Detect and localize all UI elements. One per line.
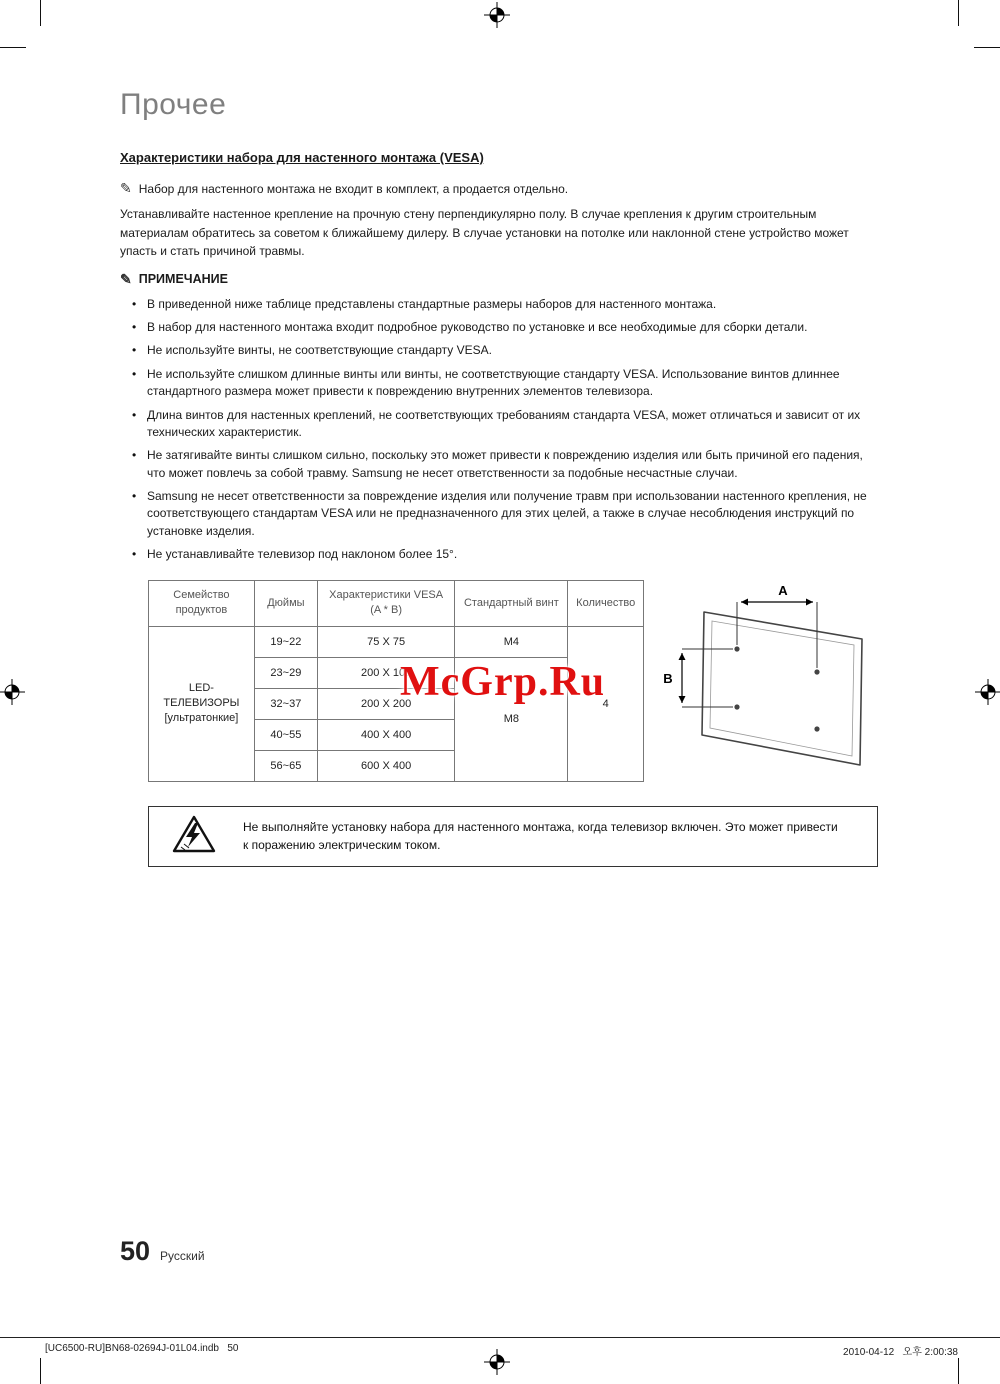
warning-box <box>148 806 878 867</box>
vesa-cell: 600 X 400 <box>317 750 454 781</box>
note-heading <box>120 271 882 288</box>
crop-mark-left-edge <box>0 47 26 48</box>
kit-note-text: Набор для настенного монтажа не входит в комплект, а продается отдельно. <box>138 182 569 196</box>
note-item: • Не используйте винты, не соответствующие стандарту VESA. <box>132 342 882 359</box>
registration-mark-right <box>975 679 1000 705</box>
crop-mark-right-edge <box>974 47 1000 48</box>
page-number-block <box>120 1236 205 1267</box>
inches-cell: 32~37 <box>254 688 317 719</box>
bottom-print-rule <box>0 1337 1000 1338</box>
screw-cell: M8 <box>455 657 568 781</box>
product-family-cell <box>149 626 255 781</box>
note-list <box>132 296 882 564</box>
mount-hole <box>734 704 739 709</box>
page-language: Русский <box>160 1249 205 1263</box>
col-header-screw: Стандартный винт <box>455 580 568 626</box>
col-header-vesa-line1: Характеристики VESA <box>329 589 444 602</box>
section-heading: Характеристики набора для настенного монтажа (VESA) <box>120 150 484 165</box>
content-column <box>120 88 882 867</box>
page-number: 50 <box>120 1236 151 1266</box>
col-header-quantity: Количество <box>568 580 644 626</box>
note-item: • В приведенной ниже таблице представлены стандартные размеры наборов для настенного монтажа. <box>132 296 882 313</box>
table-header-row <box>149 580 644 626</box>
dimension-label-b: B <box>663 670 673 686</box>
note-item: • Не затягивайте винты слишком сильно, поскольку это может привести к повреждению изделия или быть причиной его падения, что может повлечь за собой травму. Samsung не несет ответственности за подобные несчастные случаи. <box>132 447 882 482</box>
col-header-inches: Дюймы <box>254 580 317 626</box>
note-pencil-icon: ✎ <box>120 270 132 287</box>
mount-hole <box>814 726 819 731</box>
kit-note <box>120 180 882 198</box>
crop-mark-bottom-right <box>958 1358 959 1384</box>
table-row <box>149 626 644 657</box>
vesa-cell: 75 X 75 <box>317 626 454 657</box>
tv-mount-diagram <box>650 582 882 792</box>
chapter-title: Прочее <box>120 88 227 121</box>
col-header-vesa <box>317 580 454 626</box>
family-line: [ультратонкие] <box>164 712 239 725</box>
family-line: ТЕЛЕВИЗОРЫ <box>163 696 240 709</box>
note-item: • Не используйте слишком длинные винты или винты, не соответствующие стандарту VESA. Использование винтов длиннее стандартного размера может привести к повреждению внутренних элементов телевизора. <box>132 366 882 401</box>
inches-cell: 19~22 <box>254 626 317 657</box>
screw-cell: M4 <box>455 626 568 657</box>
inches-cell: 23~29 <box>254 657 317 688</box>
crop-mark-bottom-left <box>40 1358 41 1384</box>
crop-mark-top-right <box>958 0 959 26</box>
print-date-info: 2010-04-12 오후 2:00:38 <box>843 1347 958 1358</box>
col-header-vesa-line2: (A * B) <box>370 604 403 617</box>
mount-hole <box>814 669 819 674</box>
registration-mark-left <box>0 679 25 705</box>
intro-paragraph: Устанавливайте настенное крепление на прочную стену перпендикулярно полу. В случае крепления к другим строительным материалам обратитесь за советом к ближайшему дилеру. В случае установки на потолке или наклонной стене устройство может упасть и стать причиной травмы. <box>120 207 849 259</box>
note-pencil-icon: ✎ <box>120 180 132 196</box>
note-item: • Не устанавливайте телевизор под наклоном более 15°. <box>132 546 882 563</box>
print-file-info: [UC6500-RU]BN68-02694J-01L04.indb 50 <box>45 1343 239 1354</box>
warning-text: Не выполняйте установку набора для настенного монтажа, когда телевизор включен. Это может привести к поражению электрическим током. <box>243 820 838 853</box>
mount-hole <box>734 646 739 651</box>
registration-mark-top <box>484 2 510 28</box>
registration-mark-bottom <box>484 1349 510 1375</box>
col-header-family: Семейство продуктов <box>149 580 255 626</box>
note-label: ПРИМЕЧАНИЕ <box>138 272 228 287</box>
dimension-label-a: A <box>778 582 788 598</box>
vesa-cell: 200 X 100 <box>317 657 454 688</box>
note-item: • Длина винтов для настенных креплений, не соответствующих требованиям стандарта VESA, может отличаться и зависит от их технических характеристик. <box>132 407 882 442</box>
note-item: • Samsung не несет ответственности за повреждение изделия или получение травм при использовании настенного крепления, не соответствующего стандартам VESA или не предназначенного для этих целей, а также в случае несоблюдения инструкций по установке изделия. <box>132 488 882 540</box>
family-line: LED- <box>188 681 214 694</box>
vesa-cell: 200 X 200 <box>317 688 454 719</box>
vesa-cell: 400 X 400 <box>317 719 454 750</box>
note-item: • В набор для настенного монтажа входит подробное руководство по установке и все необходимые для сборки детали. <box>132 319 882 336</box>
site-watermark: McGrp.Ru <box>400 659 606 705</box>
inches-cell: 56~65 <box>254 750 317 781</box>
quantity-cell: 4 <box>568 626 644 781</box>
inches-cell: 40~55 <box>254 719 317 750</box>
electric-shock-warning-icon <box>171 814 217 859</box>
crop-mark-top-left <box>40 0 41 26</box>
